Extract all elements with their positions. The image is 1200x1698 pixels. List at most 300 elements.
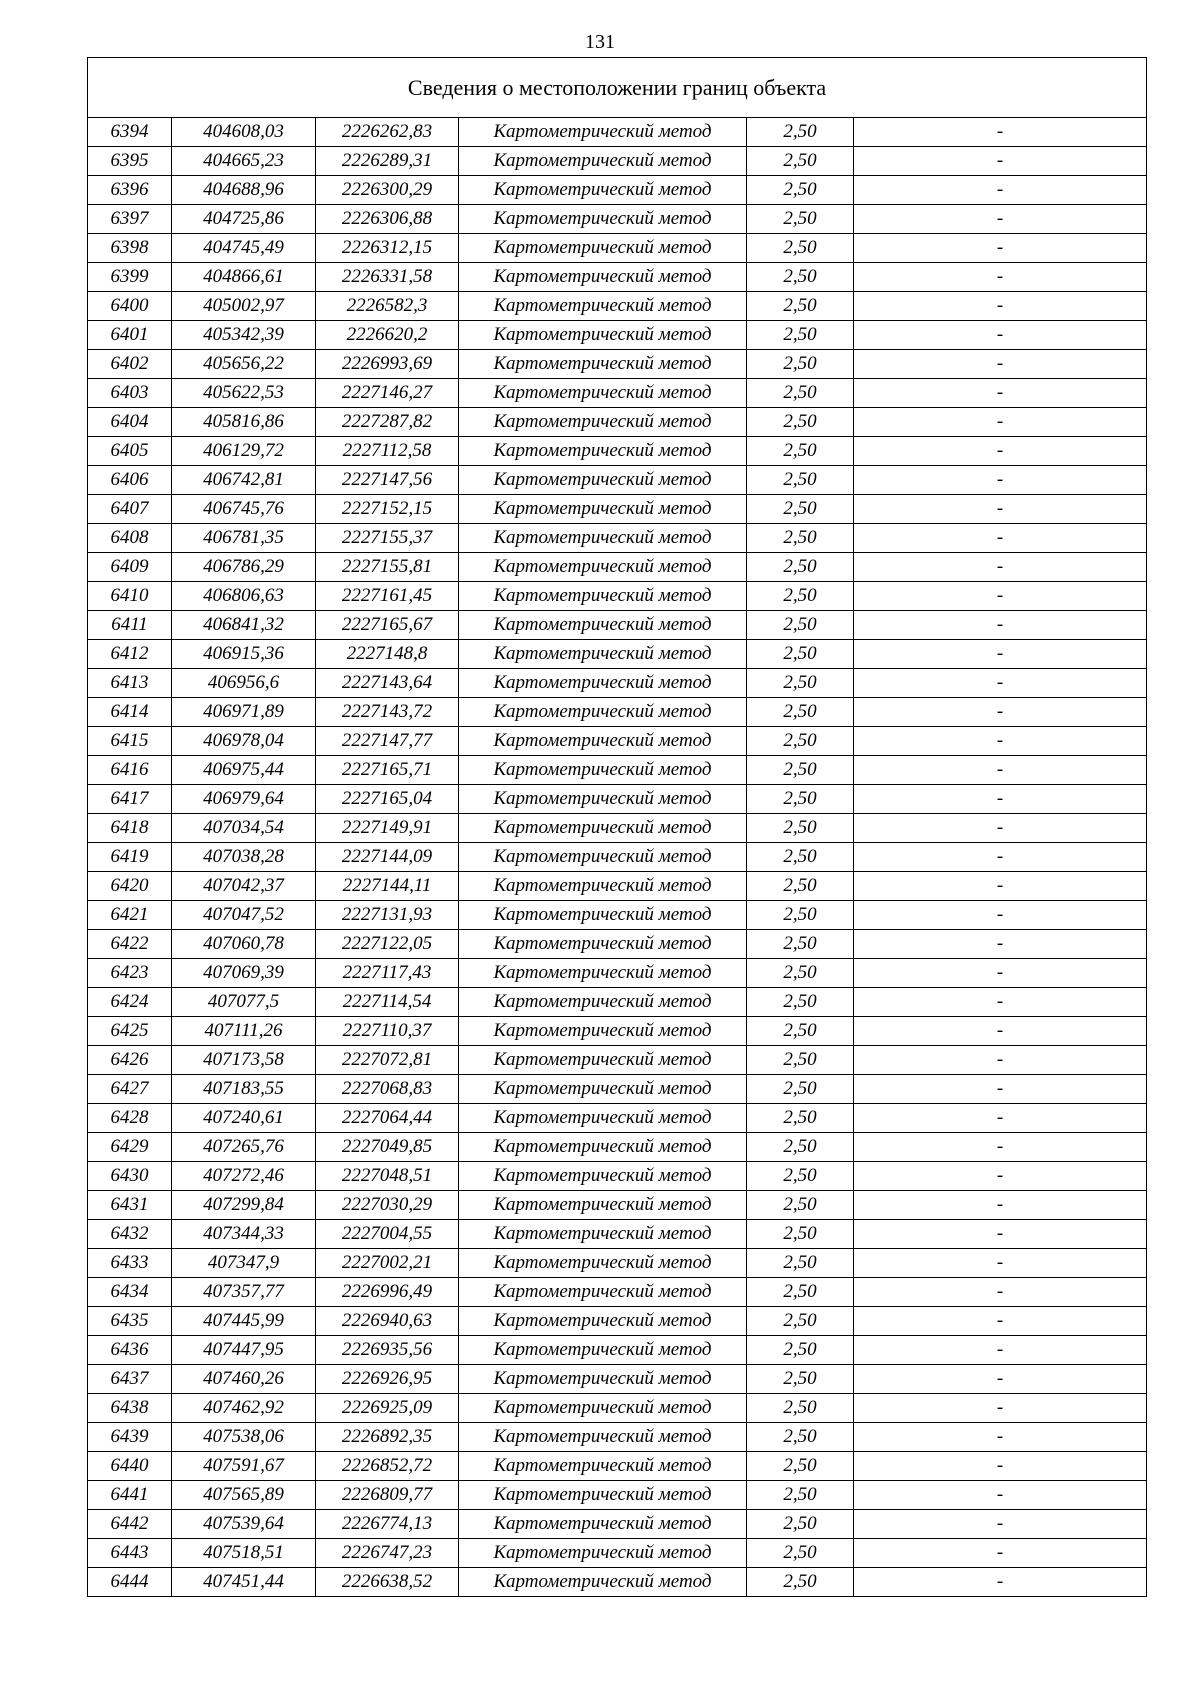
x-coordinate-cell: 407069,39 <box>172 959 316 988</box>
table-row <box>88 466 1147 495</box>
method-cell: Картометрический метод <box>459 1481 747 1510</box>
y-coordinate-cell: 2227161,45 <box>316 582 459 611</box>
description-cell: - <box>854 1423 1147 1452</box>
description-cell: - <box>854 930 1147 959</box>
accuracy-cell: 2,50 <box>747 466 854 495</box>
boundary-table-container <box>87 57 1146 1597</box>
method-cell: Картометрический метод <box>459 1017 747 1046</box>
accuracy-cell: 2,50 <box>747 350 854 379</box>
accuracy-cell: 2,50 <box>747 176 854 205</box>
method-cell: Картометрический метод <box>459 1539 747 1568</box>
point-number-cell: 6443 <box>88 1539 172 1568</box>
accuracy-cell: 2,50 <box>747 1307 854 1336</box>
y-coordinate-cell: 2227148,8 <box>316 640 459 669</box>
point-number-cell: 6407 <box>88 495 172 524</box>
x-coordinate-cell: 407538,06 <box>172 1423 316 1452</box>
x-coordinate-cell: 404688,96 <box>172 176 316 205</box>
description-cell: - <box>854 408 1147 437</box>
method-cell: Картометрический метод <box>459 669 747 698</box>
method-cell: Картометрический метод <box>459 1394 747 1423</box>
table-row <box>88 379 1147 408</box>
method-cell: Картометрический метод <box>459 785 747 814</box>
description-cell: - <box>854 1162 1147 1191</box>
y-coordinate-cell: 2227048,51 <box>316 1162 459 1191</box>
accuracy-cell: 2,50 <box>747 1423 854 1452</box>
table-row <box>88 988 1147 1017</box>
description-cell: - <box>854 1365 1147 1394</box>
description-cell: - <box>854 321 1147 350</box>
table-row <box>88 118 1147 147</box>
accuracy-cell: 2,50 <box>747 1133 854 1162</box>
method-cell: Картометрический метод <box>459 1046 747 1075</box>
method-cell: Картометрический метод <box>459 872 747 901</box>
x-coordinate-cell: 407240,61 <box>172 1104 316 1133</box>
accuracy-cell: 2,50 <box>747 1336 854 1365</box>
description-cell: - <box>854 350 1147 379</box>
y-coordinate-cell: 2226935,56 <box>316 1336 459 1365</box>
point-number-cell: 6416 <box>88 756 172 785</box>
table-row <box>88 495 1147 524</box>
accuracy-cell: 2,50 <box>747 1539 854 1568</box>
point-number-cell: 6438 <box>88 1394 172 1423</box>
y-coordinate-cell: 2227117,43 <box>316 959 459 988</box>
table-row <box>88 1336 1147 1365</box>
table-row <box>88 1278 1147 1307</box>
y-coordinate-cell: 2227155,81 <box>316 553 459 582</box>
table-row <box>88 176 1147 205</box>
description-cell: - <box>854 205 1147 234</box>
description-cell: - <box>854 1539 1147 1568</box>
table-row <box>88 263 1147 292</box>
method-cell: Картометрический метод <box>459 582 747 611</box>
x-coordinate-cell: 406956,6 <box>172 669 316 698</box>
x-coordinate-cell: 407447,95 <box>172 1336 316 1365</box>
x-coordinate-cell: 404665,23 <box>172 147 316 176</box>
x-coordinate-cell: 407299,84 <box>172 1191 316 1220</box>
y-coordinate-cell: 2226774,13 <box>316 1510 459 1539</box>
table-row <box>88 321 1147 350</box>
table-row <box>88 292 1147 321</box>
description-cell: - <box>854 1452 1147 1481</box>
x-coordinate-cell: 407038,28 <box>172 843 316 872</box>
accuracy-cell: 2,50 <box>747 756 854 785</box>
point-number-cell: 6409 <box>88 553 172 582</box>
description-cell: - <box>854 1278 1147 1307</box>
point-number-cell: 6418 <box>88 814 172 843</box>
point-number-cell: 6434 <box>88 1278 172 1307</box>
table-row <box>88 1365 1147 1394</box>
table-row <box>88 1104 1147 1133</box>
y-coordinate-cell: 2227049,85 <box>316 1133 459 1162</box>
description-cell: - <box>854 1191 1147 1220</box>
method-cell: Картометрический метод <box>459 234 747 263</box>
point-number-cell: 6403 <box>88 379 172 408</box>
method-cell: Картометрический метод <box>459 843 747 872</box>
description-cell: - <box>854 1133 1147 1162</box>
description-cell: - <box>854 118 1147 147</box>
y-coordinate-cell: 2226926,95 <box>316 1365 459 1394</box>
accuracy-cell: 2,50 <box>747 321 854 350</box>
point-number-cell: 6422 <box>88 930 172 959</box>
method-cell: Картометрический метод <box>459 1162 747 1191</box>
accuracy-cell: 2,50 <box>747 292 854 321</box>
y-coordinate-cell: 2227131,93 <box>316 901 459 930</box>
point-number-cell: 6419 <box>88 843 172 872</box>
boundary-coordinates-table <box>87 57 1147 1597</box>
description-cell: - <box>854 495 1147 524</box>
description-cell: - <box>854 1249 1147 1278</box>
table-row <box>88 959 1147 988</box>
table-row <box>88 1046 1147 1075</box>
point-number-cell: 6441 <box>88 1481 172 1510</box>
description-cell: - <box>854 524 1147 553</box>
description-cell: - <box>854 756 1147 785</box>
y-coordinate-cell: 2226582,3 <box>316 292 459 321</box>
accuracy-cell: 2,50 <box>747 1162 854 1191</box>
table-row <box>88 1249 1147 1278</box>
y-coordinate-cell: 2226331,58 <box>316 263 459 292</box>
table-row <box>88 350 1147 379</box>
table-row <box>88 814 1147 843</box>
method-cell: Картометрический метод <box>459 408 747 437</box>
method-cell: Картометрический метод <box>459 1423 747 1452</box>
x-coordinate-cell: 406975,44 <box>172 756 316 785</box>
table-row <box>88 1481 1147 1510</box>
description-cell: - <box>854 176 1147 205</box>
accuracy-cell: 2,50 <box>747 698 854 727</box>
x-coordinate-cell: 406979,64 <box>172 785 316 814</box>
y-coordinate-cell: 2226262,83 <box>316 118 459 147</box>
point-number-cell: 6395 <box>88 147 172 176</box>
table-row <box>88 698 1147 727</box>
accuracy-cell: 2,50 <box>747 988 854 1017</box>
y-coordinate-cell: 2227072,81 <box>316 1046 459 1075</box>
accuracy-cell: 2,50 <box>747 1394 854 1423</box>
accuracy-cell: 2,50 <box>747 1104 854 1133</box>
point-number-cell: 6444 <box>88 1568 172 1597</box>
y-coordinate-cell: 2226809,77 <box>316 1481 459 1510</box>
description-cell: - <box>854 959 1147 988</box>
accuracy-cell: 2,50 <box>747 205 854 234</box>
x-coordinate-cell: 405816,86 <box>172 408 316 437</box>
y-coordinate-cell: 2226993,69 <box>316 350 459 379</box>
x-coordinate-cell: 407591,67 <box>172 1452 316 1481</box>
accuracy-cell: 2,50 <box>747 814 854 843</box>
description-cell: - <box>854 843 1147 872</box>
point-number-cell: 6408 <box>88 524 172 553</box>
point-number-cell: 6429 <box>88 1133 172 1162</box>
x-coordinate-cell: 407265,76 <box>172 1133 316 1162</box>
table-row <box>88 1133 1147 1162</box>
method-cell: Картометрический метод <box>459 1133 747 1162</box>
y-coordinate-cell: 2227112,58 <box>316 437 459 466</box>
point-number-cell: 6399 <box>88 263 172 292</box>
method-cell: Картометрический метод <box>459 1452 747 1481</box>
point-number-cell: 6421 <box>88 901 172 930</box>
accuracy-cell: 2,50 <box>747 408 854 437</box>
accuracy-cell: 2,50 <box>747 669 854 698</box>
table-row <box>88 1452 1147 1481</box>
y-coordinate-cell: 2227068,83 <box>316 1075 459 1104</box>
table-row <box>88 553 1147 582</box>
accuracy-cell: 2,50 <box>747 872 854 901</box>
description-cell: - <box>854 988 1147 1017</box>
accuracy-cell: 2,50 <box>747 785 854 814</box>
point-number-cell: 6437 <box>88 1365 172 1394</box>
x-coordinate-cell: 405342,39 <box>172 321 316 350</box>
point-number-cell: 6426 <box>88 1046 172 1075</box>
method-cell: Картометрический метод <box>459 814 747 843</box>
description-cell: - <box>854 292 1147 321</box>
y-coordinate-cell: 2227152,15 <box>316 495 459 524</box>
table-row <box>88 640 1147 669</box>
table-body <box>88 118 1147 1597</box>
accuracy-cell: 2,50 <box>747 901 854 930</box>
y-coordinate-cell: 2226925,09 <box>316 1394 459 1423</box>
y-coordinate-cell: 2226892,35 <box>316 1423 459 1452</box>
table-row <box>88 524 1147 553</box>
x-coordinate-cell: 407460,26 <box>172 1365 316 1394</box>
y-coordinate-cell: 2227165,67 <box>316 611 459 640</box>
x-coordinate-cell: 406745,76 <box>172 495 316 524</box>
method-cell: Картометрический метод <box>459 930 747 959</box>
x-coordinate-cell: 407042,37 <box>172 872 316 901</box>
x-coordinate-cell: 407451,44 <box>172 1568 316 1597</box>
method-cell: Картометрический метод <box>459 756 747 785</box>
description-cell: - <box>854 1307 1147 1336</box>
method-cell: Картометрический метод <box>459 524 747 553</box>
x-coordinate-cell: 406841,32 <box>172 611 316 640</box>
accuracy-cell: 2,50 <box>747 1568 854 1597</box>
method-cell: Картометрический метод <box>459 959 747 988</box>
method-cell: Картометрический метод <box>459 292 747 321</box>
x-coordinate-cell: 404725,86 <box>172 205 316 234</box>
x-coordinate-cell: 407173,58 <box>172 1046 316 1075</box>
accuracy-cell: 2,50 <box>747 640 854 669</box>
accuracy-cell: 2,50 <box>747 1191 854 1220</box>
method-cell: Картометрический метод <box>459 118 747 147</box>
description-cell: - <box>854 698 1147 727</box>
y-coordinate-cell: 2227146,27 <box>316 379 459 408</box>
method-cell: Картометрический метод <box>459 147 747 176</box>
page-number: 131 <box>585 31 615 53</box>
method-cell: Картометрический метод <box>459 727 747 756</box>
point-number-cell: 6430 <box>88 1162 172 1191</box>
description-cell: - <box>854 582 1147 611</box>
table-row <box>88 582 1147 611</box>
method-cell: Картометрический метод <box>459 988 747 1017</box>
y-coordinate-cell: 2227147,56 <box>316 466 459 495</box>
table-row <box>88 408 1147 437</box>
table-row <box>88 1162 1147 1191</box>
description-cell: - <box>854 785 1147 814</box>
table-row <box>88 1423 1147 1452</box>
method-cell: Картометрический метод <box>459 350 747 379</box>
x-coordinate-cell: 407077,5 <box>172 988 316 1017</box>
x-coordinate-cell: 406806,63 <box>172 582 316 611</box>
y-coordinate-cell: 2227143,64 <box>316 669 459 698</box>
y-coordinate-cell: 2226312,15 <box>316 234 459 263</box>
method-cell: Картометрический метод <box>459 1191 747 1220</box>
point-number-cell: 6435 <box>88 1307 172 1336</box>
y-coordinate-cell: 2227147,77 <box>316 727 459 756</box>
accuracy-cell: 2,50 <box>747 1220 854 1249</box>
method-cell: Картометрический метод <box>459 1365 747 1394</box>
y-coordinate-cell: 2226300,29 <box>316 176 459 205</box>
point-number-cell: 6433 <box>88 1249 172 1278</box>
accuracy-cell: 2,50 <box>747 234 854 263</box>
description-cell: - <box>854 1075 1147 1104</box>
description-cell: - <box>854 1046 1147 1075</box>
accuracy-cell: 2,50 <box>747 1481 854 1510</box>
table-row <box>88 234 1147 263</box>
accuracy-cell: 2,50 <box>747 147 854 176</box>
x-coordinate-cell: 406915,36 <box>172 640 316 669</box>
method-cell: Картометрический метод <box>459 698 747 727</box>
description-cell: - <box>854 466 1147 495</box>
point-number-cell: 6398 <box>88 234 172 263</box>
x-coordinate-cell: 407347,9 <box>172 1249 316 1278</box>
method-cell: Картометрический метод <box>459 1220 747 1249</box>
point-number-cell: 6397 <box>88 205 172 234</box>
point-number-cell: 6442 <box>88 1510 172 1539</box>
table-row <box>88 147 1147 176</box>
description-cell: - <box>854 234 1147 263</box>
point-number-cell: 6405 <box>88 437 172 466</box>
description-cell: - <box>854 669 1147 698</box>
point-number-cell: 6400 <box>88 292 172 321</box>
description-cell: - <box>854 437 1147 466</box>
point-number-cell: 6401 <box>88 321 172 350</box>
table-row <box>88 1191 1147 1220</box>
description-cell: - <box>854 611 1147 640</box>
description-cell: - <box>854 263 1147 292</box>
accuracy-cell: 2,50 <box>747 1046 854 1075</box>
method-cell: Картометрический метод <box>459 495 747 524</box>
point-number-cell: 6440 <box>88 1452 172 1481</box>
point-number-cell: 6432 <box>88 1220 172 1249</box>
method-cell: Картометрический метод <box>459 611 747 640</box>
table-heading-row <box>88 58 1147 118</box>
description-cell: - <box>854 1394 1147 1423</box>
y-coordinate-cell: 2226289,31 <box>316 147 459 176</box>
x-coordinate-cell: 406786,29 <box>172 553 316 582</box>
x-coordinate-cell: 407060,78 <box>172 930 316 959</box>
x-coordinate-cell: 404608,03 <box>172 118 316 147</box>
accuracy-cell: 2,50 <box>747 611 854 640</box>
accuracy-cell: 2,50 <box>747 437 854 466</box>
accuracy-cell: 2,50 <box>747 1452 854 1481</box>
x-coordinate-cell: 407462,92 <box>172 1394 316 1423</box>
point-number-cell: 6410 <box>88 582 172 611</box>
x-coordinate-cell: 407183,55 <box>172 1075 316 1104</box>
y-coordinate-cell: 2227287,82 <box>316 408 459 437</box>
point-number-cell: 6424 <box>88 988 172 1017</box>
accuracy-cell: 2,50 <box>747 553 854 582</box>
method-cell: Картометрический метод <box>459 901 747 930</box>
description-cell: - <box>854 640 1147 669</box>
accuracy-cell: 2,50 <box>747 930 854 959</box>
table-row <box>88 1568 1147 1597</box>
point-number-cell: 6427 <box>88 1075 172 1104</box>
method-cell: Картометрический метод <box>459 321 747 350</box>
x-coordinate-cell: 406978,04 <box>172 727 316 756</box>
y-coordinate-cell: 2226852,72 <box>316 1452 459 1481</box>
point-number-cell: 6406 <box>88 466 172 495</box>
method-cell: Картометрический метод <box>459 1568 747 1597</box>
x-coordinate-cell: 404866,61 <box>172 263 316 292</box>
description-cell: - <box>854 727 1147 756</box>
method-cell: Картометрический метод <box>459 1336 747 1365</box>
y-coordinate-cell: 2227144,11 <box>316 872 459 901</box>
accuracy-cell: 2,50 <box>747 1365 854 1394</box>
description-cell: - <box>854 1017 1147 1046</box>
accuracy-cell: 2,50 <box>747 524 854 553</box>
description-cell: - <box>854 553 1147 582</box>
point-number-cell: 6428 <box>88 1104 172 1133</box>
point-number-cell: 6402 <box>88 350 172 379</box>
point-number-cell: 6431 <box>88 1191 172 1220</box>
point-number-cell: 6420 <box>88 872 172 901</box>
table-row <box>88 843 1147 872</box>
x-coordinate-cell: 407518,51 <box>172 1539 316 1568</box>
method-cell: Картометрический метод <box>459 1075 747 1104</box>
x-coordinate-cell: 406781,35 <box>172 524 316 553</box>
table-row <box>88 611 1147 640</box>
description-cell: - <box>854 1510 1147 1539</box>
x-coordinate-cell: 406129,72 <box>172 437 316 466</box>
description-cell: - <box>854 379 1147 408</box>
point-number-cell: 6425 <box>88 1017 172 1046</box>
description-cell: - <box>854 814 1147 843</box>
description-cell: - <box>854 1336 1147 1365</box>
accuracy-cell: 2,50 <box>747 1249 854 1278</box>
y-coordinate-cell: 2226996,49 <box>316 1278 459 1307</box>
description-cell: - <box>854 1481 1147 1510</box>
y-coordinate-cell: 2226940,63 <box>316 1307 459 1336</box>
accuracy-cell: 2,50 <box>747 582 854 611</box>
table-row <box>88 1539 1147 1568</box>
method-cell: Картометрический метод <box>459 553 747 582</box>
table-row <box>88 1307 1147 1336</box>
description-cell: - <box>854 872 1147 901</box>
x-coordinate-cell: 405002,97 <box>172 292 316 321</box>
x-coordinate-cell: 407565,89 <box>172 1481 316 1510</box>
x-coordinate-cell: 407111,26 <box>172 1017 316 1046</box>
table-row <box>88 1394 1147 1423</box>
accuracy-cell: 2,50 <box>747 959 854 988</box>
x-coordinate-cell: 407272,46 <box>172 1162 316 1191</box>
point-number-cell: 6414 <box>88 698 172 727</box>
table-row <box>88 901 1147 930</box>
table-row <box>88 669 1147 698</box>
x-coordinate-cell: 407539,64 <box>172 1510 316 1539</box>
accuracy-cell: 2,50 <box>747 1017 854 1046</box>
accuracy-cell: 2,50 <box>747 495 854 524</box>
x-coordinate-cell: 407445,99 <box>172 1307 316 1336</box>
table-row <box>88 1220 1147 1249</box>
method-cell: Картометрический метод <box>459 205 747 234</box>
accuracy-cell: 2,50 <box>747 727 854 756</box>
accuracy-cell: 2,50 <box>747 118 854 147</box>
y-coordinate-cell: 2227143,72 <box>316 698 459 727</box>
y-coordinate-cell: 2227110,37 <box>316 1017 459 1046</box>
table-row <box>88 1017 1147 1046</box>
description-cell: - <box>854 1104 1147 1133</box>
x-coordinate-cell: 407034,54 <box>172 814 316 843</box>
y-coordinate-cell: 2227114,54 <box>316 988 459 1017</box>
point-number-cell: 6436 <box>88 1336 172 1365</box>
